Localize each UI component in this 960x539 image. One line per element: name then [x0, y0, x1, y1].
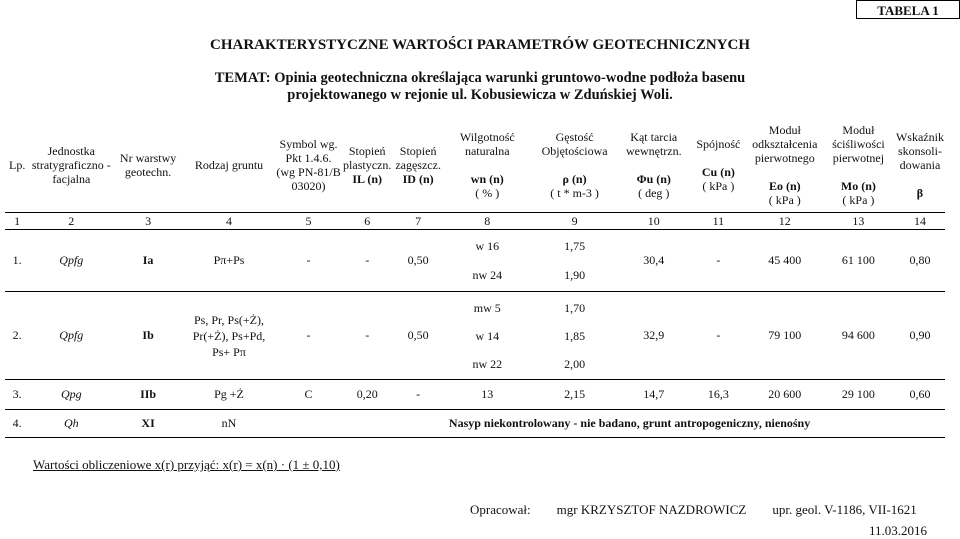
header-m: [822, 118, 895, 213]
header-e-label: Moduł odkształcenia pierwotnego: [752, 123, 818, 165]
author-name: mgr KRZYSZTOF NAZDROWICZ: [556, 502, 747, 517]
signature-line: [470, 502, 917, 518]
header-e-symbol: Eo (n): [768, 179, 801, 193]
cell-rho-value: 1,75: [564, 238, 586, 253]
cell-lp: 3.: [5, 380, 29, 410]
header-id-label: Stopień zagęszcz.: [395, 144, 441, 172]
header-rho-unit: ( t * m-3 ): [550, 186, 599, 200]
cell-phi: 32,9: [618, 292, 689, 380]
cell-nr: IIb: [113, 380, 183, 410]
parameters-table: [5, 118, 945, 438]
cell-symbol: -: [275, 292, 342, 380]
header-c-unit: ( kPa ): [702, 179, 735, 193]
page-title: CHARAKTERYSTYCZNE WARTOŚCI PARAMETRÓW GEOTECHNICZNYCH: [210, 37, 750, 53]
cell-symbol: -: [275, 230, 342, 292]
header-c-label: Spójność: [696, 137, 741, 151]
cell-id: 0,50: [392, 292, 444, 380]
cell-nr: Ia: [113, 230, 183, 292]
cell-rho-value: 1,70: [564, 300, 586, 315]
cell-wn-value: w 16: [475, 238, 500, 253]
col-number: 13: [822, 213, 895, 230]
col-number: 8: [444, 213, 531, 230]
cell-rodzaj: Pπ+Ps: [183, 230, 275, 292]
header-phi-label: Kąt tarcia wewnętrzn.: [625, 130, 682, 158]
cell-rho: [531, 292, 619, 380]
cell-jednostka: Qpg: [29, 380, 113, 410]
cell-il: 0,20: [342, 380, 392, 410]
header-rho-symbol: ρ (n): [562, 172, 587, 186]
header-phi: [618, 118, 689, 213]
table-row: [5, 230, 945, 292]
col-number: 9: [531, 213, 619, 230]
col-number: 4: [183, 213, 275, 230]
cell-e: 45 400: [748, 230, 822, 292]
cell-jednostka: Qh: [29, 410, 113, 438]
header-phi-unit: ( deg ): [638, 186, 670, 200]
col-number: 6: [342, 213, 392, 230]
header-rodzaj: Rodzaj gruntu: [194, 158, 264, 172]
cell-note: Nasyp niekontrolowany - nie badano, grunt antropogeniczny, nienośny: [444, 410, 945, 438]
header-rho: [531, 118, 619, 213]
cell-rodzaj: Pg +Ż: [183, 380, 275, 410]
cell-spacer: [275, 410, 444, 438]
cell-lp: 1.: [5, 230, 29, 292]
header-beta-label: Wskaźnik skonsoli-dowania: [895, 130, 944, 172]
cell-id: -: [392, 380, 444, 410]
header-e-unit: ( kPa ): [768, 193, 801, 207]
header-il-symbol: IL (n): [352, 172, 383, 186]
cell-rho-value: 1,85: [564, 328, 586, 343]
cell-c: -: [689, 230, 748, 292]
header-nr: Nr warstwy geotechn.: [119, 151, 177, 179]
cell-il: -: [342, 230, 392, 292]
cell-wn: 13: [444, 380, 531, 410]
header-rho-label: Gęstość Objętościowa: [541, 130, 608, 158]
cell-jednostka: Qpfg: [29, 230, 113, 292]
header-m-symbol: Mo (n): [840, 179, 876, 193]
col-number: 2: [29, 213, 113, 230]
cell-rho-value: 2,00: [564, 356, 586, 371]
cell-rho: [531, 230, 619, 292]
column-number-row: [5, 213, 945, 230]
cell-rho: 2,15: [531, 380, 619, 410]
col-number: 10: [618, 213, 689, 230]
license-number: upr. geol. V-1186, VII-1621: [772, 502, 917, 517]
table-number: TABELA 1: [856, 0, 960, 19]
cell-beta: 0,90: [895, 292, 945, 380]
cell-phi: 30,4: [618, 230, 689, 292]
cell-il: -: [342, 292, 392, 380]
cell-beta: 0,60: [895, 380, 945, 410]
header-il-label: Stopień plastyczn.: [343, 144, 392, 172]
subject-line: TEMAT: Opinia geotechniczna określająca warunki gruntowo-wodne podłoża basenu projektowanego w rejonie ul. Kobusiewicza w Zduńskiej Woli.: [214, 70, 746, 103]
cell-lp: 2.: [5, 292, 29, 380]
cell-c: 16,3: [689, 380, 748, 410]
cell-rho-value: 1,90: [564, 267, 586, 282]
cell-wn-value: nw 24: [472, 267, 503, 282]
cell-wn-value: w 14: [475, 328, 500, 343]
header-c-symbol: Cu (n): [701, 165, 735, 179]
col-number: 11: [689, 213, 748, 230]
cell-e: 20 600: [748, 380, 822, 410]
cell-nr: XI: [113, 410, 183, 438]
cell-rodzaj: Ps, Pr, Ps(+Ż), Pr(+Ż), Ps+Pd, Ps+ Pπ: [183, 292, 275, 380]
header-wn: [444, 118, 531, 213]
header-id: [392, 118, 444, 213]
col-number: 12: [748, 213, 822, 230]
cell-m: 94 600: [822, 292, 895, 380]
header-jednostka: Jednostka stratygraficzno -facjalna: [31, 144, 111, 186]
header-wn-label: Wilgotność naturalna: [459, 130, 515, 158]
col-number: 3: [113, 213, 183, 230]
header-row: [5, 118, 945, 213]
cell-e: 79 100: [748, 292, 822, 380]
header-wn-unit: ( % ): [475, 186, 500, 200]
header-c: [689, 118, 748, 213]
header-beta-symbol: β: [916, 186, 924, 200]
cell-wn: [444, 230, 531, 292]
header-m-label: Moduł ściśliwości pierwotnej: [832, 123, 885, 165]
header-il: [342, 118, 392, 213]
cell-lp: 4.: [5, 410, 29, 438]
cell-symbol: C: [275, 380, 342, 410]
table-row: [5, 292, 945, 380]
cell-m: 29 100: [822, 380, 895, 410]
header-lp: Lp.: [9, 158, 26, 172]
header-symbol: Symbol wg. Pkt 1.4.6. (wg PN-81/B 03020): [276, 137, 341, 193]
cell-rodzaj: nN: [183, 410, 275, 438]
col-number: 14: [895, 213, 945, 230]
header-m-unit: ( kPa ): [842, 193, 875, 207]
col-number: 1: [5, 213, 29, 230]
col-number: 5: [275, 213, 342, 230]
cell-wn-value: mw 5: [473, 300, 501, 315]
header-wn-symbol: wn (n): [470, 172, 504, 186]
table-row: [5, 410, 945, 438]
cell-jednostka: Qpfg: [29, 292, 113, 380]
cell-wn: [444, 292, 531, 380]
footer-note: Wartości obliczeniowe x(r) przyjąć: x(r) = x(n) · (1 ± 0,10): [33, 457, 340, 472]
opracowal-label: Opracował:: [470, 502, 531, 517]
cell-nr: Ib: [113, 292, 183, 380]
cell-wn-value: nw 22: [472, 356, 503, 371]
cell-phi: 14,7: [618, 380, 689, 410]
document-date: 11.03.2016: [869, 523, 928, 538]
header-phi-symbol: Φu (n): [636, 172, 671, 186]
cell-m: 61 100: [822, 230, 895, 292]
cell-id: 0,50: [392, 230, 444, 292]
header-e: [748, 118, 822, 213]
header-beta: [895, 118, 945, 213]
table-row: [5, 380, 945, 410]
col-number: 7: [392, 213, 444, 230]
header-id-symbol: ID (n): [402, 172, 434, 186]
cell-beta: 0,80: [895, 230, 945, 292]
cell-c: -: [689, 292, 748, 380]
